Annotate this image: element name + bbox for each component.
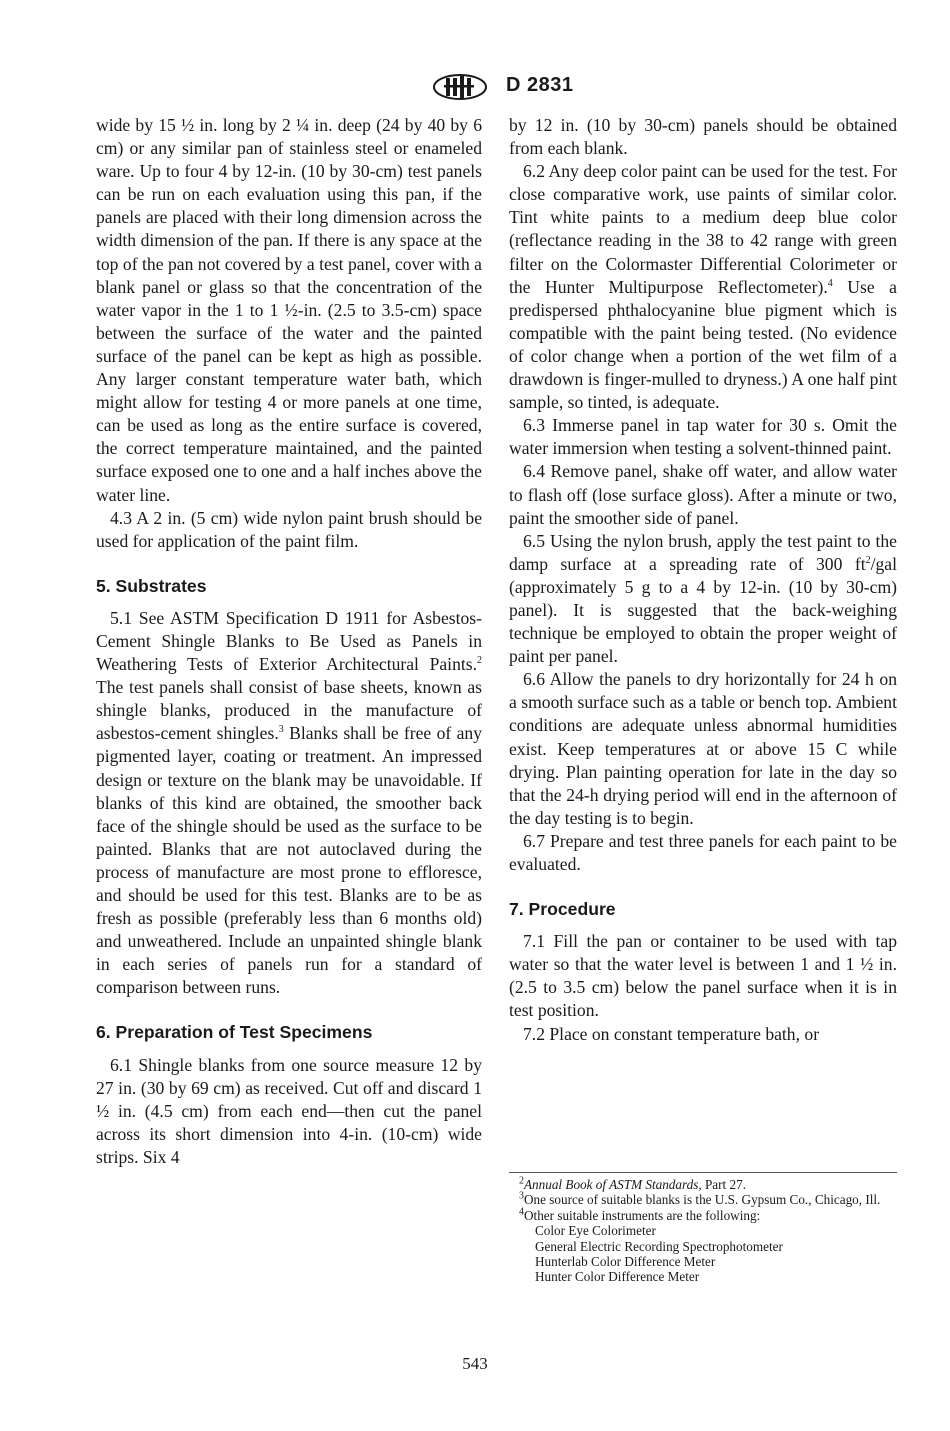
- instrument-item: Hunterlab Color Difference Meter: [535, 1254, 716, 1270]
- paragraph-4-3: 4.3 A 2 in. (5 cm) wide nylon paint brush should be used for application of the paint film.: [96, 507, 482, 551]
- instrument-item: General Electric Recording Spectrophotometer: [535, 1238, 783, 1254]
- page-header: [0, 70, 950, 100]
- footnotes: [509, 1172, 897, 1285]
- paragraph-7-1: 7.1 Fill the pan or container to be used with tap water so that the water level is between 1 and 1 ½ in. (2.5 to 3.5 cm) below the panel surface when it is in test position.: [509, 931, 897, 1021]
- standard-designation: D 2831: [506, 74, 574, 96]
- paragraph-6-7: 6.7 Prepare and test three panels for each paint to be evaluated.: [509, 830, 897, 874]
- footnote-3: $^3$One source of suitable blanks is the U.S. Gypsum Co., Chicago, Ill.: [519, 1191, 881, 1208]
- paragraph-6-1: 6.1 Shingle blanks from one source measure 12 by 27 in. (30 by 69 cm) as received. Cut off and discard 1 ½ in. (4.5 cm) from each end—then cut the panel across its short dimension into 4-in. (10-cm) wide strips. Six 4: [96, 1054, 482, 1167]
- footnote-2: $^2$Annual Book of ASTM Standards, Part 27.: [519, 1175, 746, 1192]
- paragraph-6-3: 6.3 Immerse panel in tap water for 30 s. Omit the water immersion when testing a solvent-thinned paint.: [509, 415, 897, 459]
- page-number: 543: [462, 1354, 488, 1373]
- paragraph-5-1: 5.1 See ASTM Specification D 1911 for Asbestos-Cement Shingle Blanks to Be Used as Panels in Weathering Tests of Exterior Architectural Paints.$^2$ The test panels shall consist of base sheets, known as shingle blanks, produced in the manufacture of asbestos-cement shingles.$^3$ Blanks shall be free of any pigmented layer, coating or treatment. An impressed design or texture on the blank may be unavoidable. If blanks of this kind are obtained, the smoother back face of the shingle should be used as the surface to be painted. Blanks that are not autoclaved during the process of manufacture are most prone to effloresce, and should be used for this test. Blanks are to be as fresh as possible (preferably less than 6 months old) and unweathered. Include an unpainted shingle blank in each series of panels run for a standard of comparison between runs.: [96, 607, 482, 998]
- section-heading-5: 5. Substrates: [96, 575, 207, 596]
- paragraph-continuation-right: by 12 in. (10 by 30-cm) panels should be obtained from each blank.: [509, 115, 897, 159]
- astm-logo-icon: [432, 74, 488, 100]
- instrument-item: Color Eye Colorimeter: [535, 1223, 656, 1239]
- left-column: [96, 114, 482, 1169]
- paragraph-6-2: 6.2 Any deep color paint can be used for the test. For close comparative work, use paints of similar color. Tint white paints to a medium deep blue color (reflectance reading in the 38 to 42 range with green filter on the Colormaster Differential Colorimeter or the Hunter Multipurpose Reflectometer).$^4$ Use a predispersed phthalocyanine blue pigment which is compatible with the paint being tested. (No evidence of color change when a portion of the wet film of a drawdown is finger-mulled to dryness.) A one half pint sample, so tinted, is adequate.: [509, 161, 897, 413]
- section-heading-7: 7. Procedure: [509, 899, 616, 920]
- paragraph-6-6: 6.6 Allow the panels to dry horizontally for 24 h on a smooth surface such as a table or bench top. Ambient conditions are adequate unless abnormal humidities exist. Keep temperatures at or above 15 C while drying. Plan painting operation for late in the day so that the 24-h drying period will end in the afternoon of the day testing is to begin.: [509, 669, 897, 828]
- footnote-ref-2: 2: [477, 655, 482, 667]
- paragraph-continuation: wide by 15 ½ in. long by 2 ¼ in. deep (24 by 40 by 6 cm) or any similar pan of stainless steel or enameled ware. Up to four 4 by 12-in. (10 by 30-cm) test panels can be run on each evaluation using this pan, if the panels are placed with their long dimension across the width dimension of the pan. If there is any space at the top of the pan not covered by a test panel, cover with a blank panel or glass so that the concentration of the water vapor in the 1 to 1 ½-in. (2.5 to 3.5-cm) space between the surface of the water and the painted surface of the panel can be kept as high as possible. Any larger constant temperature water bath, which might allow for testing 4 or more panels at one time, can be used as long as the entire surface is covered, the correct temperature maintained, and the painted surface exposed one to one and a half inches above the water line.: [96, 115, 482, 505]
- paragraph-6-5: 6.5 Using the nylon brush, apply the test paint to the damp surface at a spreading rate of 300 $ft^2$/gal (approximately 5 g to a 4 by 12-in. (10 by 30-cm) panel). It is suggested that the back-weighing technique be employed to obtain the proper weight of paint per panel.: [509, 530, 897, 667]
- section-heading-6: 6. Preparation of Test Specimens: [96, 1022, 373, 1043]
- instrument-item: Hunter Color Difference Meter: [535, 1269, 700, 1285]
- footnote-ref-3: 3: [278, 724, 284, 736]
- paragraph-7-2: 7.2 Place on constant temperature bath, or: [523, 1023, 820, 1044]
- footnote-4: $^4$Other suitable instruments are the following:: [519, 1206, 761, 1223]
- paragraph-6-4: 6.4 Remove panel, shake off water, and allow water to flash off (lose surface gloss). After a minute or two, paint the smoother side of panel.: [509, 461, 897, 528]
- right-column: [509, 114, 897, 1046]
- footnote-ref-4: 4: [827, 277, 833, 289]
